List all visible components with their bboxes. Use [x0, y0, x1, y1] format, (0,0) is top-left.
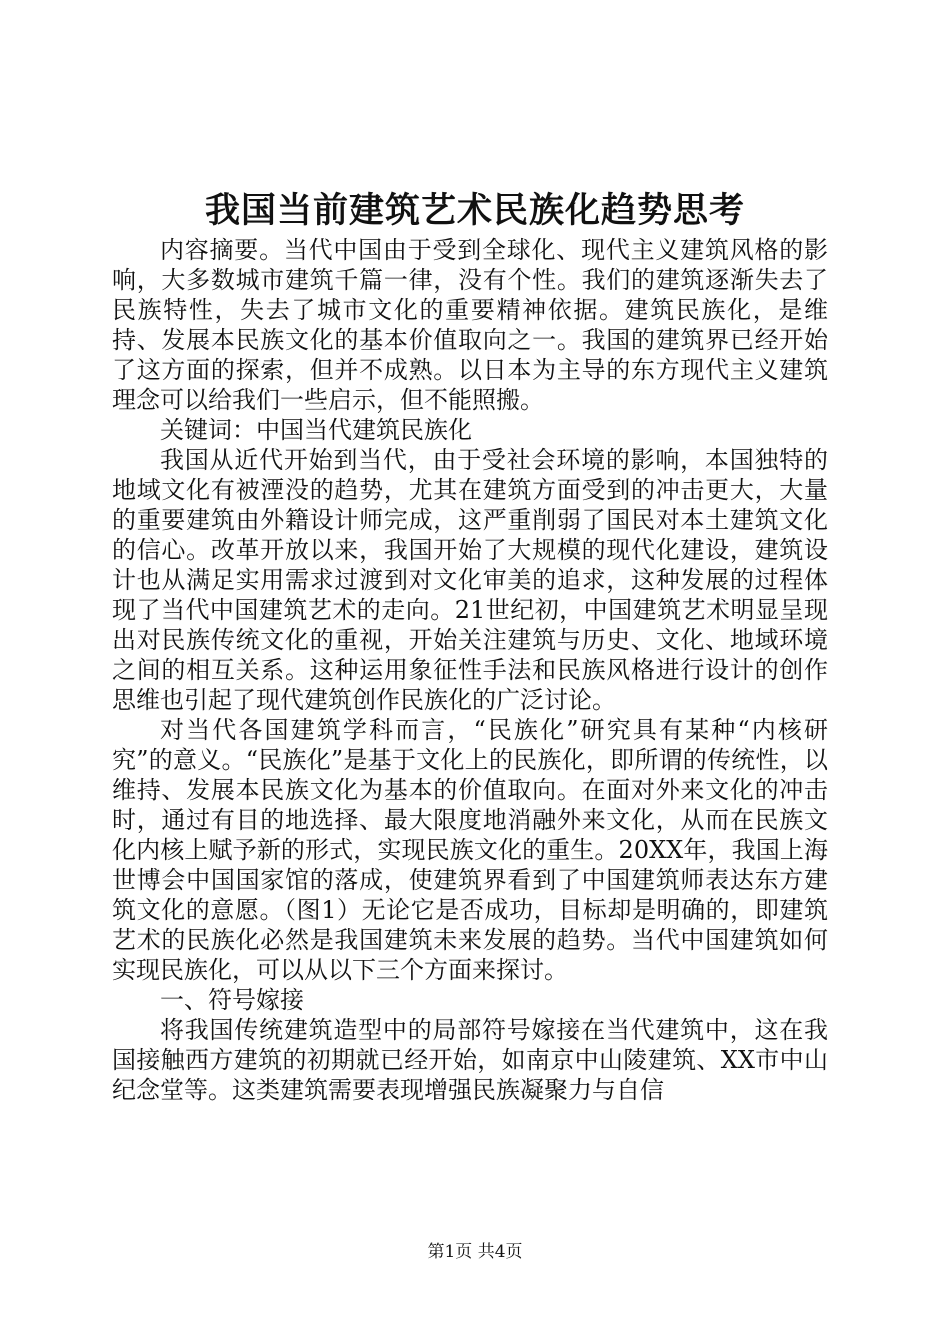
section-heading: 一、符号嫁接 — [160, 986, 304, 1014]
document-body — [112, 235, 828, 1105]
abstract-paragraph: 内容摘要。当代中国由于受到全球化、现代主义建筑风格的影响，大多数城市建筑千篇一律，没有个性。我们的建筑逐渐失去了民族特性，失去了城市文化的重要精神依据。建筑民族化，是维持、发展本民族文化的基本价值取向之一。我国的建筑界已经开始了这方面的探索，但并不成熟。以日本为主导的东方现代主义建筑理念可以给我们一些启示，但不能照搬。 — [112, 236, 828, 414]
page-footer: 第1页 共4页 — [427, 1242, 523, 1262]
body-paragraph: 将我国传统建筑造型中的局部符号嫁接在当代建筑中，这在我国接触西方建筑的初期就已经开始，如南京中山陵建筑、XX市中山纪念堂等。这类建筑需要表现增强民族凝聚力与自信 — [112, 1016, 828, 1104]
document-title: 我国当前建筑艺术民族化趋势思考 — [204, 190, 745, 231]
keywords-paragraph: 关键词：中国当代建筑民族化 — [160, 416, 472, 444]
body-paragraph: 对当代各国建筑学科而言，“民族化”研究具有某种“内核研究”的意义。“民族化”是基于文化上的民族化，即所谓的传统性，以维持、发展本民族文化为基本的价值取向。在面对外来文化的冲击时，通过有目的地选择、最大限度地消融外来文化，从而在民族文化内核上赋予新的形式，实现民族文化的重生。20XX年，我国上海世博会中国国家馆的落成，使建筑界看到了中国建筑师表达东方建筑文化的意愿。（图1）无论它是否成功，目标却是明确的，即建筑艺术的民族化必然是我国建筑未来发展的趋势。当代中国建筑如何实现民族化，可以从以下三个方面来探讨。 — [112, 716, 828, 984]
body-paragraph: 我国从近代开始到当代，由于受社会环境的影响，本国独特的地域文化有被湮没的趋势，尤其在建筑方面受到的冲击更大，大量的重要建筑由外籍设计师完成，这严重削弱了国民对本土建筑文化的信心。改革开放以来，我国开始了大规模的现代化建设，建筑设计也从满足实用需求过渡到对文化审美的追求，这种发展的过程体现了当代中国建筑艺术的走向。21世纪初，中国建筑艺术明显呈现出对民族传统文化的重视，开始关注建筑与历史、文化、地域环境之间的相互关系。这种运用象征性手法和民族风格进行设计的创作思维也引起了现代建筑创作民族化的广泛讨论。 — [112, 446, 828, 714]
